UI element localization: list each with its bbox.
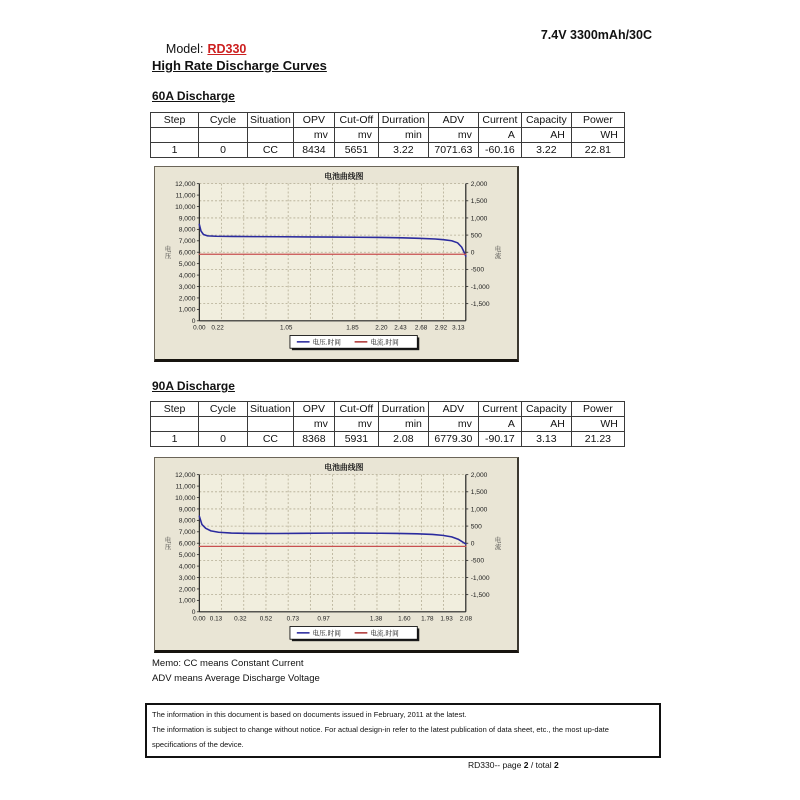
table-units-row [151, 417, 625, 432]
svg-text:-1,000: -1,000 [470, 283, 490, 291]
svg-text:0.73: 0.73 [286, 615, 300, 623]
svg-text:6,000: 6,000 [178, 540, 196, 548]
table-header-row-cell: Situation [248, 113, 294, 128]
table-units-row-cell [199, 128, 248, 143]
table-header-row-cell: Cycle [199, 113, 248, 128]
table-header-row-cell: Power [571, 402, 624, 417]
table-units-row-cell: min [378, 417, 428, 432]
table-units-row [151, 128, 625, 143]
table-header-row-cell: Current [478, 402, 521, 417]
table-header-row-cell: Cycle [199, 402, 248, 417]
svg-text:0.00: 0.00 [193, 615, 206, 623]
page-footer [468, 760, 559, 770]
svg-text:压: 压 [164, 253, 172, 261]
svg-text:0.13: 0.13 [209, 615, 223, 623]
chart-canvas [155, 458, 517, 650]
model-value: RD330 [207, 42, 247, 56]
svg-text:3,000: 3,000 [178, 574, 196, 582]
svg-text:2.68: 2.68 [414, 324, 428, 332]
svg-text:3,000: 3,000 [178, 283, 196, 291]
svg-text:电流.时间: 电流.时间 [370, 630, 399, 638]
table-header-row-cell: Cut-Off [334, 113, 378, 128]
discharge-table-60a [150, 112, 625, 158]
table-data-row-cell: 2.08 [378, 432, 428, 447]
table-data-row-cell: 0 [199, 432, 248, 447]
table-units-row-cell [151, 417, 199, 432]
svg-text:0.97: 0.97 [317, 615, 330, 623]
svg-text:电: 电 [494, 245, 502, 253]
table-header-row-cell: Durration [378, 402, 428, 417]
left-axis-labels [175, 181, 199, 325]
left-axis-title [165, 535, 172, 551]
table-data-row [151, 432, 625, 447]
table-data-row-cell: 3.13 [521, 432, 571, 447]
svg-text:1.85: 1.85 [346, 324, 359, 332]
table-header-row-cell: OPV [293, 402, 334, 417]
svg-text:7,000: 7,000 [178, 529, 196, 537]
svg-text:10,000: 10,000 [175, 494, 196, 502]
page-number: 2 [523, 760, 529, 770]
table-header-row-cell: Power [571, 113, 624, 128]
page-title: High Rate Discharge Curves [152, 58, 327, 73]
legend [290, 335, 419, 350]
battery-spec: 7.4V 3300mAh/30C [540, 28, 652, 42]
table-data-row-cell: -60.16 [478, 143, 521, 158]
section-heading-60a: 60A Discharge [152, 89, 235, 103]
table-data-row-cell: 6779.30 [428, 432, 478, 447]
svg-text:0: 0 [470, 540, 475, 548]
table-data-row-cell: 5651 [334, 143, 378, 158]
table-header-row-cell: Durration [378, 113, 428, 128]
svg-text:流: 流 [494, 253, 502, 261]
svg-text:10,000: 10,000 [175, 203, 196, 211]
svg-text:2,000: 2,000 [178, 295, 196, 303]
svg-text:8,000: 8,000 [178, 517, 196, 525]
svg-text:500: 500 [470, 523, 482, 531]
svg-text:0: 0 [191, 318, 196, 326]
svg-text:7,000: 7,000 [178, 238, 196, 246]
discharge-chart-60a [154, 166, 519, 362]
svg-text:2,000: 2,000 [178, 586, 196, 594]
svg-text:电压.时间: 电压.时间 [312, 630, 341, 638]
svg-text:0: 0 [470, 249, 475, 257]
svg-text:1,500: 1,500 [470, 489, 488, 497]
table-data-row [151, 143, 625, 158]
page-footer-separator: / total [528, 760, 555, 770]
x-axis-labels [193, 325, 465, 332]
table-data-row-cell: 5931 [334, 432, 378, 447]
table-header-row [151, 113, 625, 128]
table-data-row-cell: 1 [151, 143, 199, 158]
table-units-row-cell [248, 417, 294, 432]
page-footer-prefix: RD330-- page [468, 760, 524, 770]
table-units-row-cell: min [378, 128, 428, 143]
table-units-row-cell: A [478, 128, 521, 143]
table-data-row-cell: -90.17 [478, 432, 521, 447]
table-units-row-cell: mv [293, 417, 334, 432]
table-units-row-cell: mv [334, 417, 378, 432]
svg-text:0: 0 [191, 609, 196, 617]
table-units-row-cell: mv [428, 128, 478, 143]
table-units-row-cell [151, 128, 199, 143]
table-units-row-cell [199, 417, 248, 432]
table-units-row-cell: AH [521, 417, 571, 432]
right-axis-labels [466, 181, 490, 308]
svg-text:2.92: 2.92 [434, 324, 448, 332]
discharge-chart-90a [154, 457, 519, 653]
table-data-row-cell: CC [248, 143, 294, 158]
svg-text:-500: -500 [470, 266, 485, 274]
svg-text:-500: -500 [470, 557, 485, 565]
table-header-row-cell: Step [151, 113, 199, 128]
svg-text:2.20: 2.20 [375, 324, 388, 332]
table-data-row-cell: 3.22 [378, 143, 428, 158]
svg-text:-1,500: -1,500 [470, 592, 490, 600]
table-units-row-cell: WH [571, 417, 624, 432]
section-heading-90a: 90A Discharge [152, 379, 235, 393]
table-header-row [151, 402, 625, 417]
discharge-table-90a [150, 401, 625, 447]
svg-text:电: 电 [164, 536, 172, 544]
svg-text:1.38: 1.38 [369, 615, 383, 623]
table-data-row-cell: 21.23 [571, 432, 624, 447]
svg-text:1,000: 1,000 [178, 306, 196, 314]
x-axis-labels [193, 616, 472, 623]
svg-text:11,000: 11,000 [175, 483, 196, 491]
svg-text:12,000: 12,000 [175, 181, 196, 189]
table-units-row-cell: A [478, 417, 521, 432]
svg-text:3.13: 3.13 [452, 324, 465, 332]
disclaimer-line-2: The information is subject to change without notice. For actual design-in refer to the latest publication of data sheet, etc., the most up-date specifications of the device. [152, 725, 609, 749]
chart-title: 电池曲线图 [324, 171, 364, 181]
svg-text:1,000: 1,000 [178, 597, 196, 605]
svg-text:1.78: 1.78 [421, 615, 434, 623]
memo-line-1: Memo: CC means Constant Current [152, 658, 304, 669]
memo-line-2: ADV means Average Discharge Voltage [152, 673, 320, 684]
svg-text:8,000: 8,000 [178, 226, 196, 234]
table-units-row-cell: mv [293, 128, 334, 143]
model-label: Model: [165, 42, 204, 56]
table-header-row-cell: Capacity [521, 113, 571, 128]
page-total: 2 [554, 760, 559, 770]
svg-text:-1,500: -1,500 [470, 301, 490, 309]
svg-text:5,000: 5,000 [178, 552, 196, 560]
svg-text:2.08: 2.08 [459, 615, 472, 623]
legend [290, 626, 419, 641]
svg-text:0.00: 0.00 [193, 324, 206, 332]
svg-text:流: 流 [494, 544, 502, 552]
disclaimer-box [145, 703, 661, 758]
left-axis-title [165, 244, 172, 260]
table-header-row-cell: ADV [428, 402, 478, 417]
svg-text:12,000: 12,000 [175, 472, 196, 480]
table-header-row-cell: ADV [428, 113, 478, 128]
svg-text:1.05: 1.05 [280, 324, 293, 332]
table-data-row-cell: 3.22 [521, 143, 571, 158]
table-data-row-cell: CC [248, 432, 294, 447]
table-header-row-cell: Situation [248, 402, 294, 417]
disclaimer-line-1: The information in this document is based on documents issued in February, 2011 at the latest. [152, 710, 467, 719]
svg-text:0.22: 0.22 [211, 324, 224, 332]
svg-text:电流.时间: 电流.时间 [370, 339, 399, 347]
table-header-row-cell: Cut-Off [334, 402, 378, 417]
svg-text:1.60: 1.60 [398, 615, 411, 623]
table-data-row-cell: 7071.63 [428, 143, 478, 158]
svg-text:5,000: 5,000 [178, 261, 196, 269]
table-data-row-cell: 8434 [293, 143, 334, 158]
svg-text:6,000: 6,000 [178, 249, 196, 257]
table-header-row-cell: Capacity [521, 402, 571, 417]
svg-text:1.93: 1.93 [440, 615, 453, 623]
right-axis-title [495, 244, 502, 260]
table-units-row-cell: mv [428, 417, 478, 432]
right-axis-title [495, 535, 502, 551]
chart-title: 电池曲线图 [324, 462, 364, 472]
svg-text:2,000: 2,000 [470, 472, 488, 480]
right-axis-labels [466, 472, 490, 599]
table-data-row-cell: 22.81 [571, 143, 624, 158]
svg-text:9,000: 9,000 [178, 506, 196, 514]
svg-text:0.52: 0.52 [259, 615, 273, 623]
table-data-row-cell: 0 [199, 143, 248, 158]
svg-text:11,000: 11,000 [175, 192, 196, 200]
svg-text:-1,000: -1,000 [470, 574, 490, 582]
svg-text:压: 压 [164, 544, 172, 552]
svg-text:1,000: 1,000 [470, 506, 488, 514]
svg-text:2,000: 2,000 [470, 181, 488, 189]
svg-text:4,000: 4,000 [178, 563, 196, 571]
table-units-row-cell [248, 128, 294, 143]
svg-text:9,000: 9,000 [178, 215, 196, 223]
svg-text:1,500: 1,500 [470, 198, 488, 206]
svg-text:电压.时间: 电压.时间 [312, 339, 341, 347]
table-units-row-cell: AH [521, 128, 571, 143]
table-header-row-cell: Step [151, 402, 199, 417]
svg-text:0.32: 0.32 [234, 615, 247, 623]
svg-text:电: 电 [164, 245, 172, 253]
svg-text:500: 500 [470, 232, 482, 240]
table-units-row-cell: WH [571, 128, 624, 143]
table-units-row-cell: mv [334, 128, 378, 143]
svg-text:4,000: 4,000 [178, 272, 196, 280]
table-header-row-cell: OPV [293, 113, 334, 128]
memo-block [152, 656, 320, 686]
left-axis-labels [175, 472, 199, 616]
table-data-row-cell: 1 [151, 432, 199, 447]
svg-text:2.43: 2.43 [394, 324, 407, 332]
table-header-row-cell: Current [478, 113, 521, 128]
table-data-row-cell: 8368 [293, 432, 334, 447]
svg-text:1,000: 1,000 [470, 215, 488, 223]
chart-canvas [155, 167, 517, 359]
svg-text:电: 电 [494, 536, 502, 544]
